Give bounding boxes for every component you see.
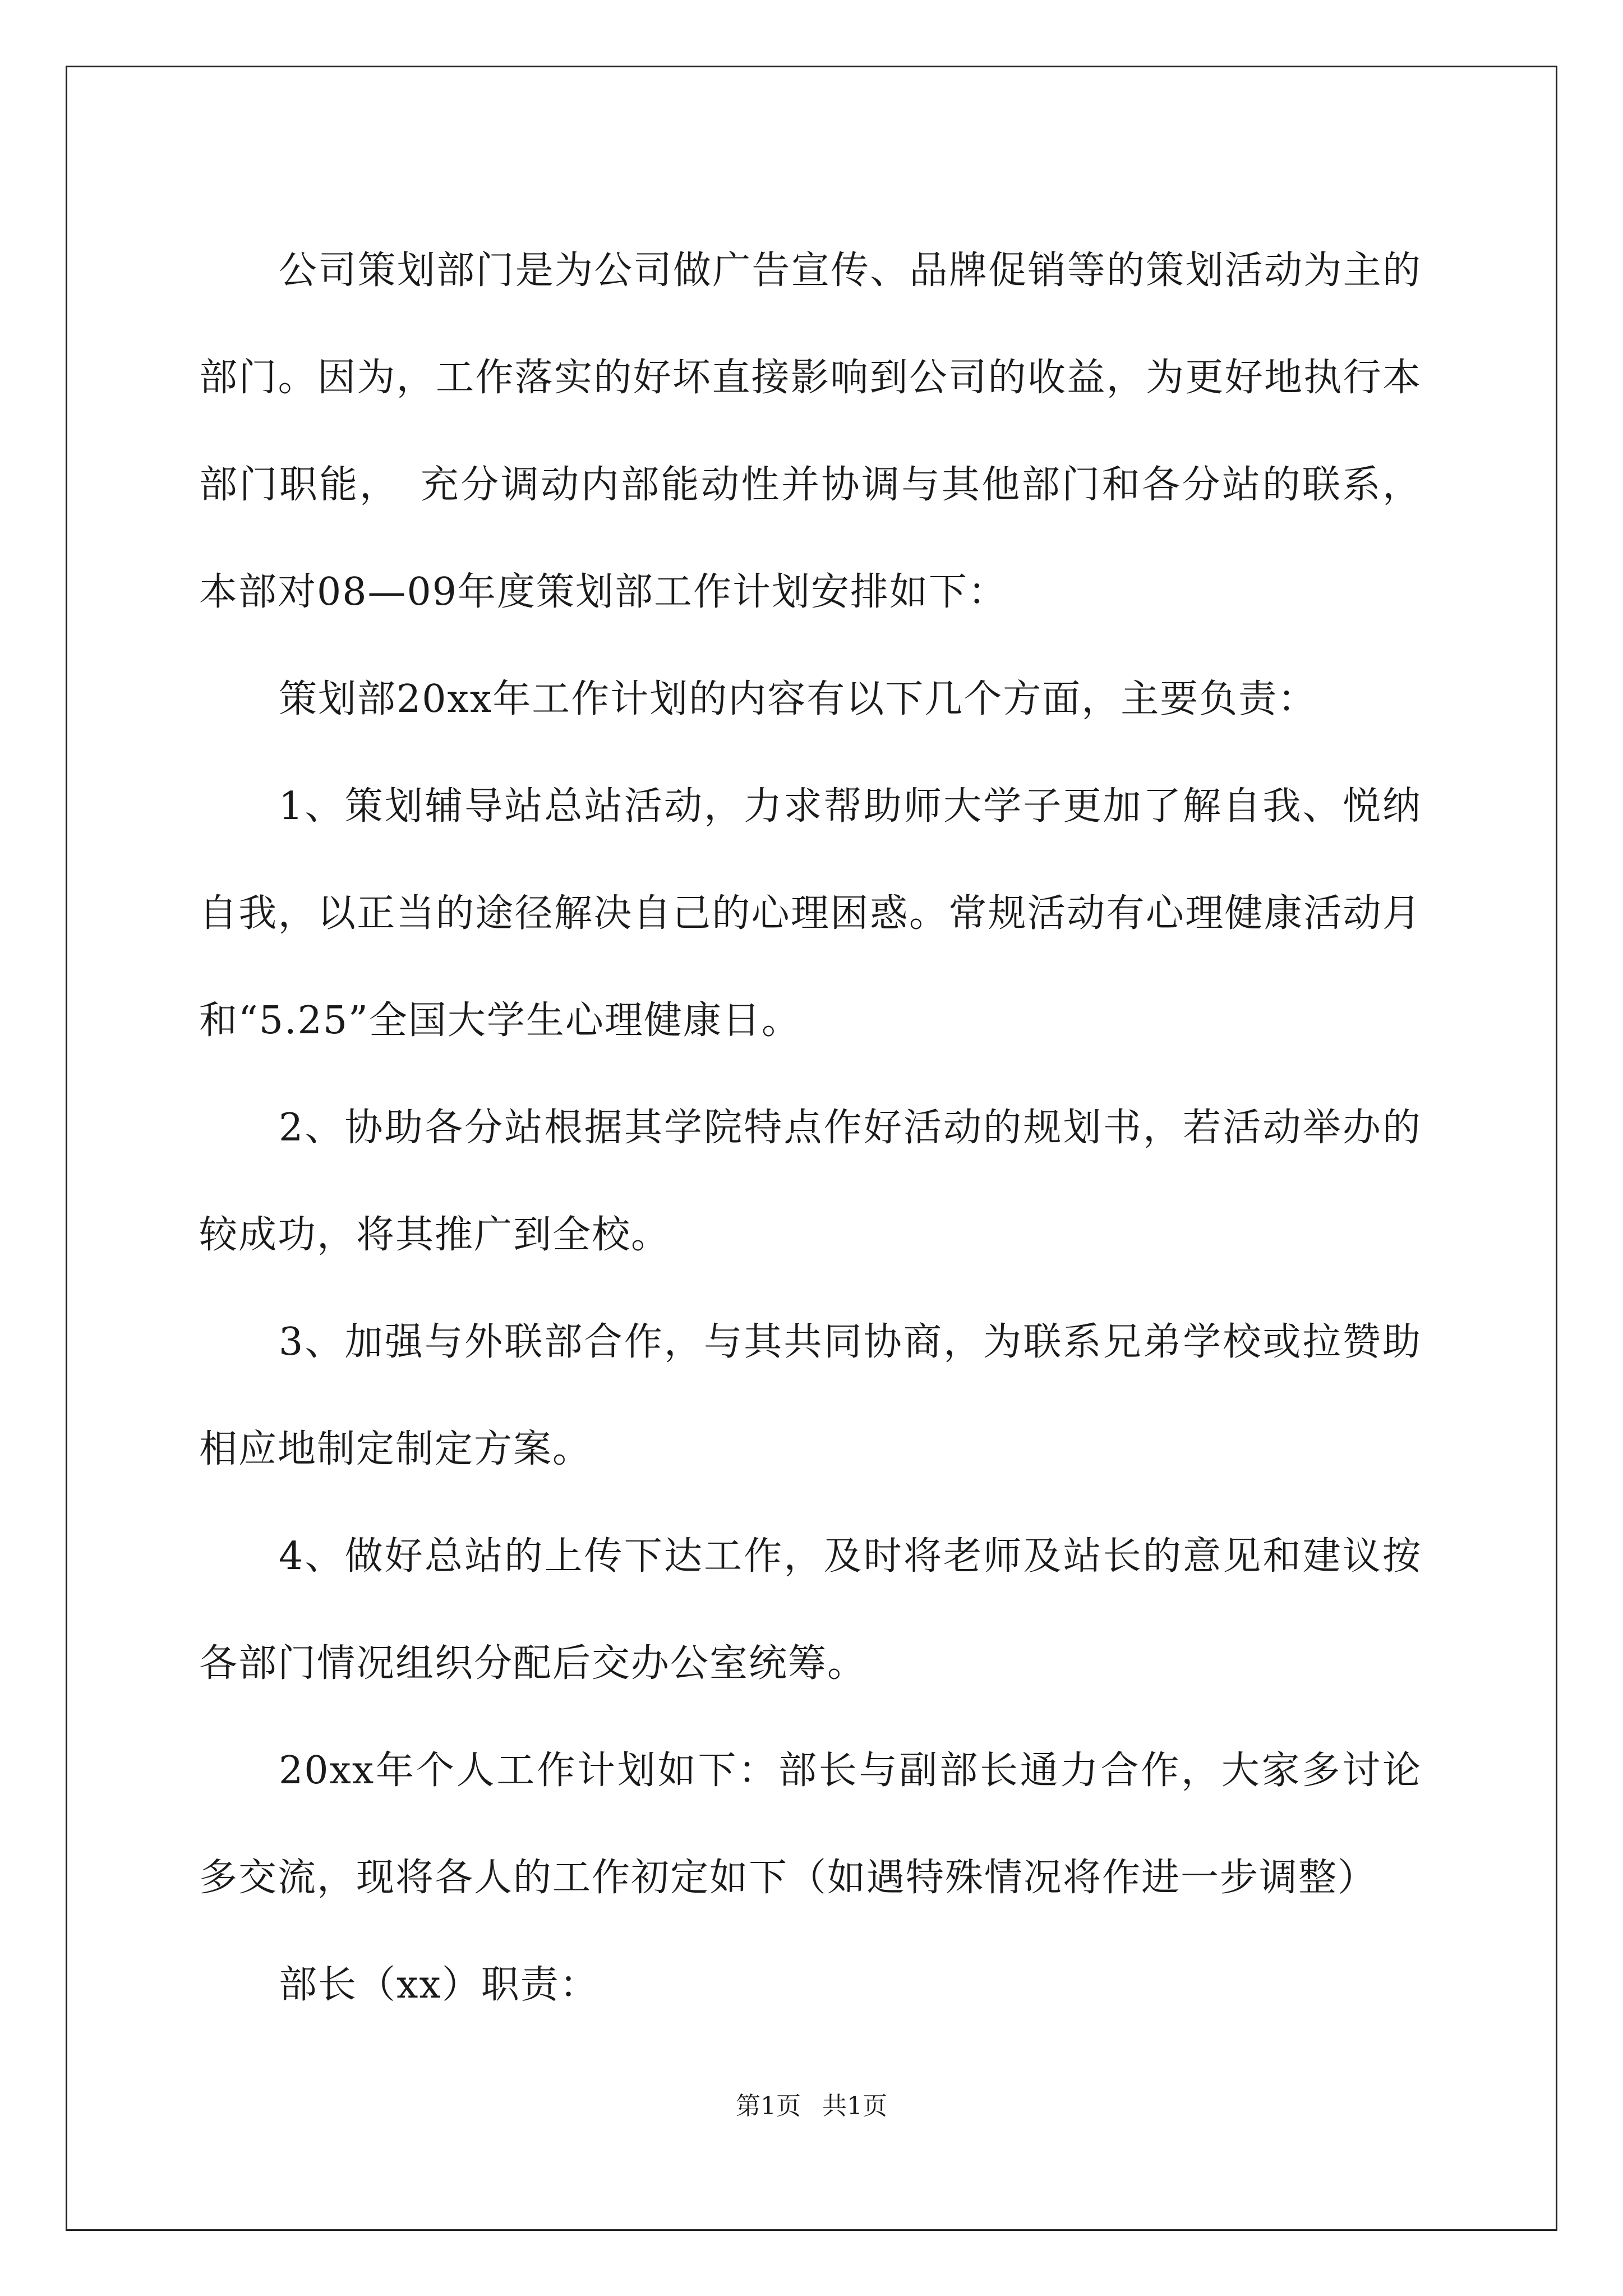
page-footer — [0, 2090, 1623, 2123]
paragraph-personal-plan: 20xx年个人工作计划如下：部长与副部长通力合作，大家多讨论多交流，现将各人的工作初定如下（如遇特殊情况将作进一步调整） — [199, 1749, 1422, 1900]
paragraph-item-3: 3、加强与外联部合作，与其共同协商，为联系兄弟学校或拉赞助相应地制定制定方案。 — [199, 1320, 1422, 1471]
page-number: 第1页 — [736, 2092, 801, 2120]
paragraph-item-2: 2、协助各分站根据其学院特点作好活动的规划书，若活动举办的较成功，将其推广到全校。 — [199, 1106, 1422, 1257]
paragraph-item-4: 4、做好总站的上传下达工作，及时将老师及站长的意见和建议按各部门情况组织分配后交办公室统筹。 — [199, 1534, 1422, 1686]
paragraph-intro: 公司策划部门是为公司做广告宣传、品牌促销等的策划活动为主的部门。因为，工作落实的好坏直接影响到公司的收益，为更好地执行本部门职能， 充分调动内部能动性并协调与其他部门和各分站的联系，本部对08—09年度策划部工作计划安排如下： — [199, 249, 1422, 614]
page-total: 共1页 — [822, 2092, 887, 2120]
paragraph-item-1: 1、策划辅导站总站活动，力求帮助师大学子更加了解自我、悦纳自我，以正当的途径解决自己的心理困惑。常规活动有心理健康活动月和“5.25”全国大学生心理健康日。 — [199, 784, 1422, 1043]
paragraph-plan-summary: 策划部20xx年工作计划的内容有以下几个方面，主要负责： — [279, 677, 1317, 721]
paragraph-minister-duties: 部长（xx）职责： — [279, 1963, 599, 2007]
document-body — [199, 217, 1422, 2039]
